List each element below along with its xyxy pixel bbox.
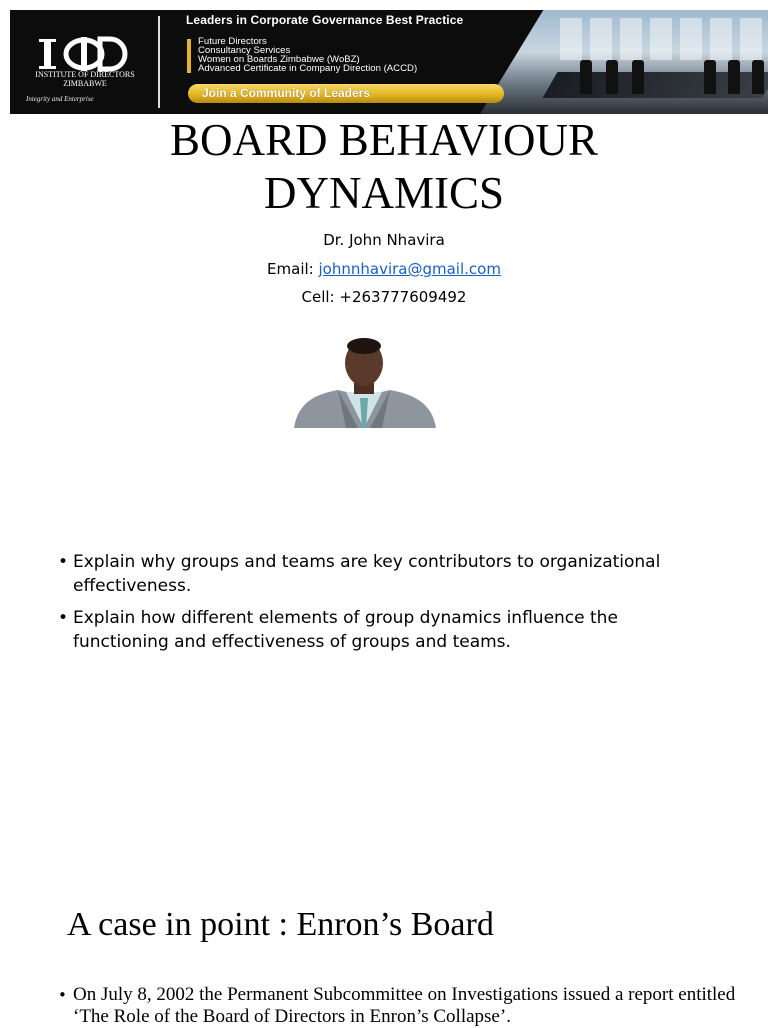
logo-tagline: Integrity and Enterprise: [26, 95, 94, 103]
list-item: • Explain why groups and teams are key contributors to organizational effectiveness.: [56, 550, 716, 598]
service-item: Consultancy Services: [198, 45, 291, 56]
email-label: Email:: [267, 260, 319, 278]
header-banner: [10, 10, 768, 114]
author-name: Dr. John Nhavira: [323, 231, 445, 249]
author-cell: Cell: +263777609492: [301, 288, 467, 306]
case-list: [56, 984, 736, 1028]
author-portrait: [286, 336, 442, 428]
service-item: Advanced Certificate in Company Direction (ACCD): [198, 63, 418, 74]
banner-headline: Leaders in Corporate Governance Best Practice: [186, 13, 464, 27]
service-item: Women on Boards Zimbabwe (WoBZ): [198, 54, 360, 65]
boardroom-photo: [480, 10, 768, 114]
iod-logo: [10, 10, 160, 114]
page-title: BOARD BEHAVIOUR DYNAMICS: [170, 115, 598, 218]
objectives-list: [56, 550, 716, 662]
join-community-button[interactable]: Join a Community of Leaders: [188, 84, 504, 103]
service-item: Future Directors: [198, 36, 267, 47]
portrait-image: [286, 336, 442, 428]
list-item: • Explain how different elements of group dynamics influence the functioning and effectiveness of groups and teams.: [56, 606, 716, 654]
services-list: [198, 37, 417, 73]
case-heading: A case in point : Enron’s Board: [67, 906, 494, 943]
iod-logo-icon: [34, 36, 134, 72]
email-link[interactable]: johnnhavira@gmail.com: [318, 260, 501, 278]
author-email: [0, 260, 768, 278]
services-accent-bar: [187, 39, 191, 73]
list-item: • On July 8, 2002 the Permanent Subcommittee on Investigations issued a report entitled ‘The Role of the Board of Directors in Enron’s Collapse’.: [56, 984, 736, 1028]
banner-divider: [158, 16, 160, 108]
logo-subtitle: INSTITUTE OF DIRECTORS ZIMBABWE: [35, 70, 135, 88]
